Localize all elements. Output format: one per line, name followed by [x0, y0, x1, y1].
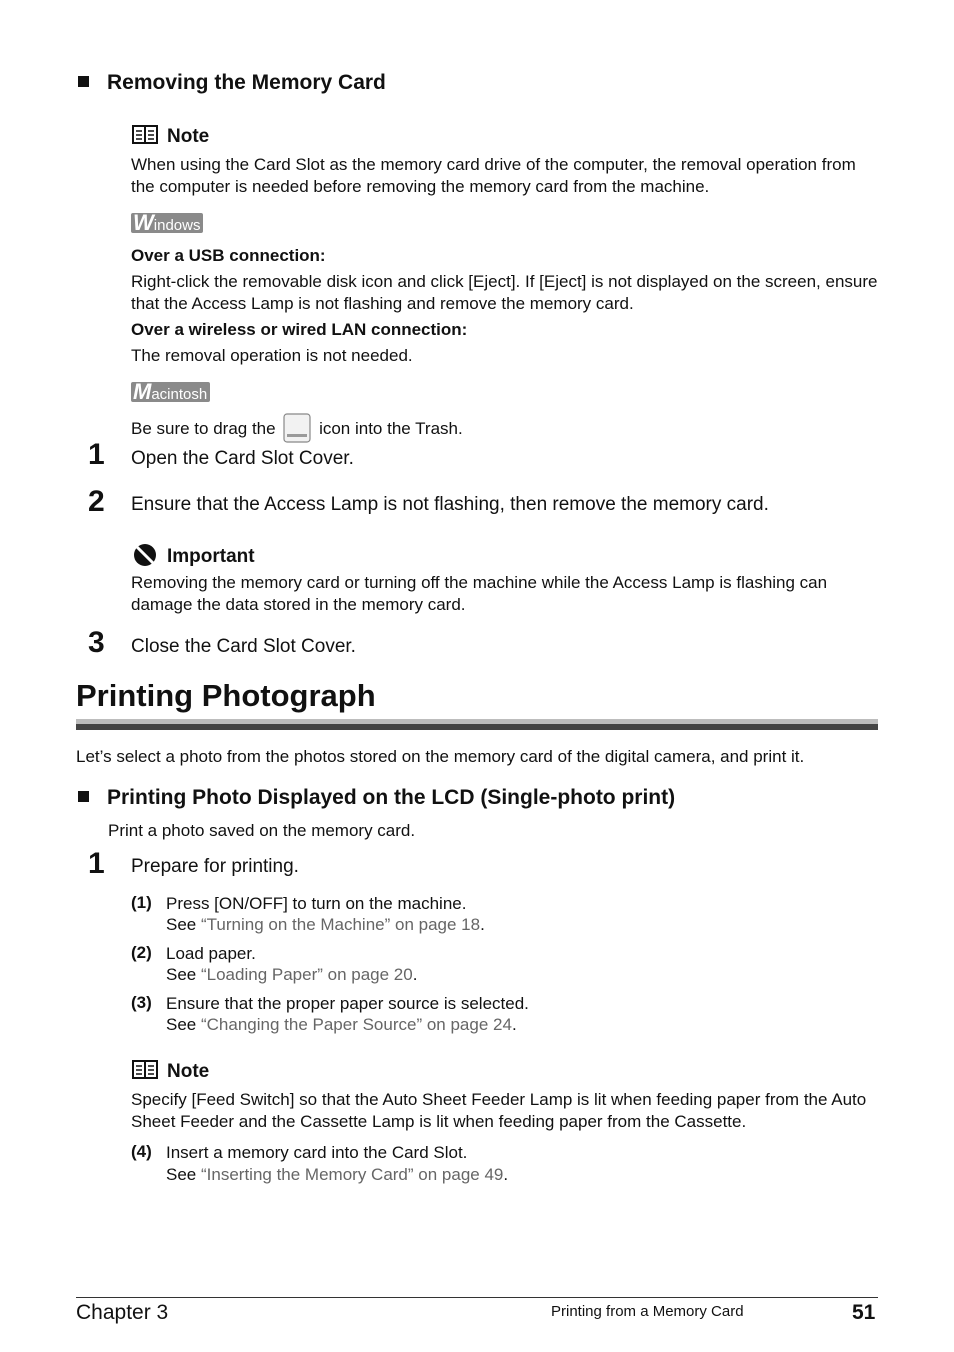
important-icon: [131, 542, 161, 568]
substep-number: (1): [131, 893, 152, 912]
macintosh-badge: Macintosh: [131, 382, 210, 404]
usb-text: Right-click the removable disk icon and click [Eject]. If [Eject] is not displayed on the screen, ensure that the Access Lamp is not flashing and remove the memory card.: [131, 272, 878, 313]
substep-text: Ensure that the proper paper source is selected.: [166, 994, 529, 1013]
cross-reference-link[interactable]: “Turning on the Machine” on page 18: [200, 915, 481, 934]
note-header: Note: [131, 1059, 209, 1083]
intro-text: Let’s select a photo from the photos stored on the memory card of the digital camera, and print it.: [76, 747, 805, 766]
square-bullet-icon: [78, 791, 89, 802]
footer-rule: [76, 1297, 878, 1298]
square-bullet-icon: [78, 76, 89, 87]
substep-number: (2): [131, 943, 152, 962]
title-rule-dark: [76, 724, 878, 730]
substep-text: Insert a memory card into the Card Slot.: [166, 1143, 468, 1162]
page-title: Printing Photograph: [76, 678, 376, 713]
cross-reference-link[interactable]: “Loading Paper” on page 20: [200, 965, 413, 984]
note-text: Specify [Feed Switch] so that the Auto Sheet Feeder Lamp is lit when feeding paper from the Auto Sheet Feeder and the Cassette Lamp is lit when feeding paper from the Cassette.: [131, 1090, 867, 1131]
memory-card-drive-icon: [282, 413, 312, 443]
step-number: 2: [88, 485, 105, 518]
note-header: Note: [131, 124, 209, 148]
substep-text: Load paper.: [166, 944, 256, 963]
step-number: 1: [88, 847, 105, 880]
step-text: Prepare for printing.: [131, 856, 299, 877]
substep-number: (3): [131, 993, 152, 1012]
step-number: 3: [88, 626, 105, 659]
cross-reference-link[interactable]: “Inserting the Memory Card” on page 49: [200, 1165, 504, 1184]
substep-number: (4): [131, 1142, 152, 1161]
footer-chapter: Chapter 3: [76, 1301, 169, 1324]
substep-see: See “Changing the Paper Source” on page 24.: [166, 1015, 517, 1034]
footer-section: Printing from a Memory Card: [551, 1303, 744, 1320]
important-header: Important: [131, 542, 255, 568]
windows-badge: Windows: [131, 213, 203, 235]
step-text: Close the Card Slot Cover.: [131, 636, 356, 657]
substep-text: Press [ON/OFF] to turn on the machine.: [166, 894, 467, 913]
sub-intro: Print a photo saved on the memory card.: [108, 821, 416, 840]
cross-reference-link[interactable]: “Changing the Paper Source” on page 24: [200, 1015, 512, 1034]
step-text: Ensure that the Access Lamp is not flashing, then remove the memory card.: [131, 494, 769, 515]
note-text: When using the Card Slot as the memory card drive of the computer, the removal operation from the computer is needed before removing the memory card from the machine.: [131, 155, 856, 196]
usb-heading: Over a USB connection:: [131, 246, 326, 265]
section-heading-single-photo: Printing Photo Displayed on the LCD (Single-photo print): [78, 786, 675, 810]
substep-see: See “Turning on the Machine” on page 18.: [166, 915, 485, 934]
mac-text: Be sure to drag the icon into the Trash.: [131, 413, 463, 443]
lan-text: The removal operation is not needed.: [131, 346, 413, 365]
step-number: 1: [88, 438, 105, 471]
lan-heading: Over a wireless or wired LAN connection:: [131, 320, 468, 339]
book-note-icon: [131, 1059, 161, 1081]
section-heading-removing: Removing the Memory Card: [78, 71, 386, 95]
book-note-icon: [131, 124, 161, 146]
step-text: Open the Card Slot Cover.: [131, 448, 354, 469]
page-number: 51: [852, 1301, 876, 1324]
important-text: Removing the memory card or turning off the machine while the Access Lamp is flashing can damage the data stored in the memory card.: [131, 573, 828, 614]
substep-see: See “Inserting the Memory Card” on page 49.: [166, 1165, 509, 1184]
substep-see: See “Loading Paper” on page 20.: [166, 965, 418, 984]
